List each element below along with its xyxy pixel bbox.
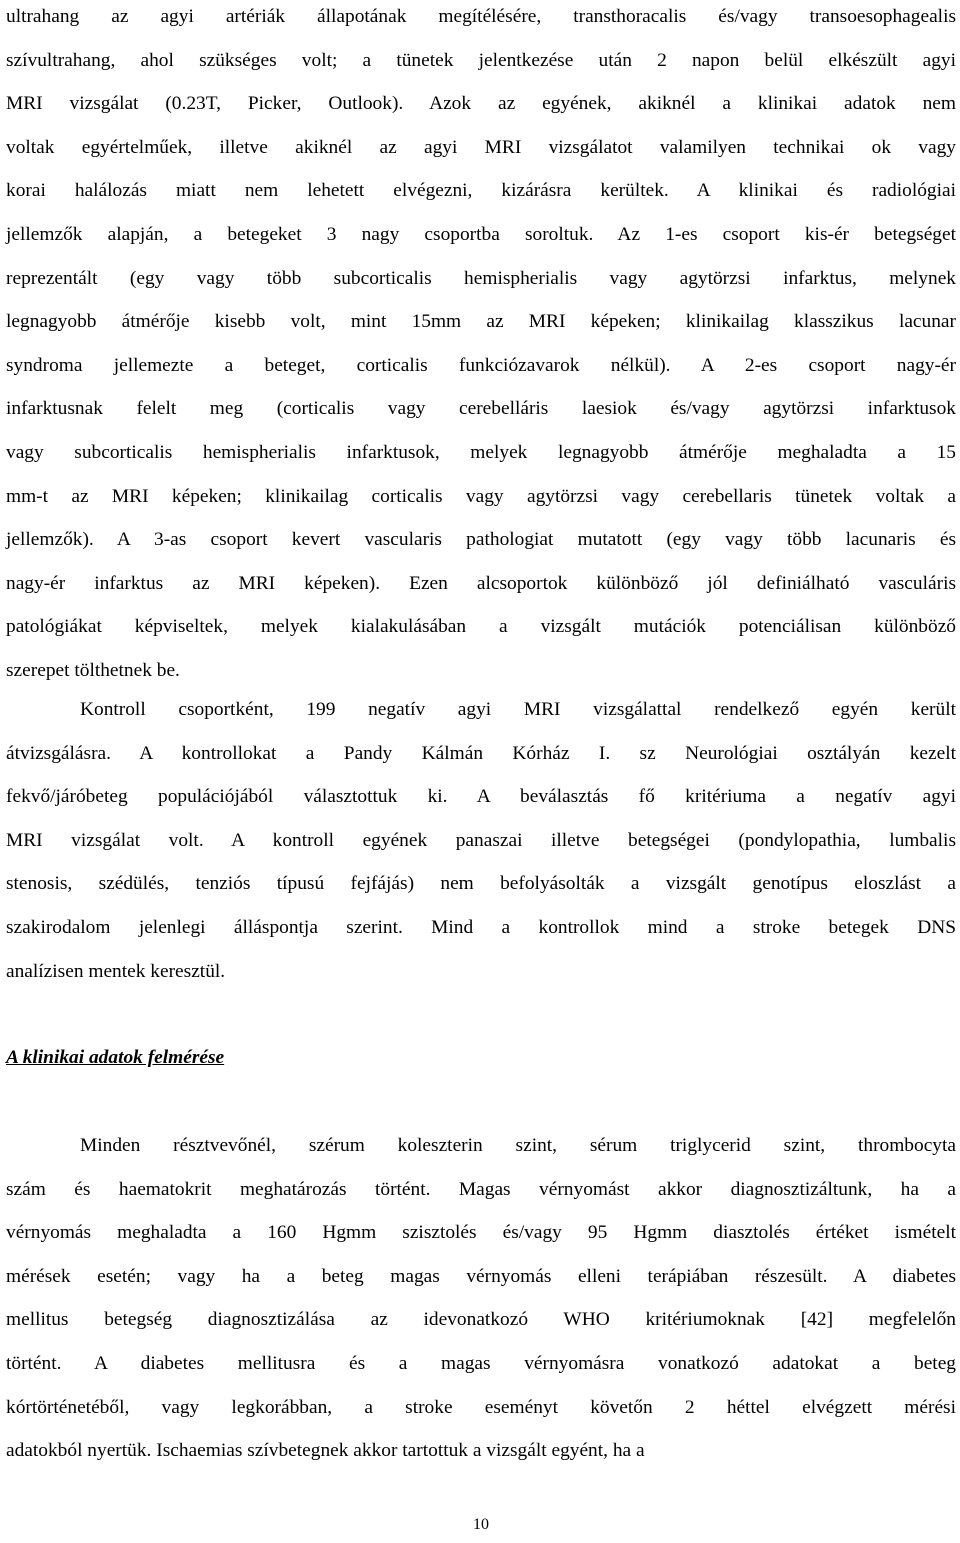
document-page [6, 0, 956, 1543]
text-line: patológiákat képviseltek, melyek kialakulásában a vizsgált mutációk potenciálisan különböző [6, 616, 956, 638]
text-line: MRI vizsgálat volt. A kontroll egyének panaszai illetve betegségei (pondylopathia, lumbalis [6, 829, 956, 851]
text-line: átvizsgálásra. A kontrollokat a Pandy Kálmán Kórház I. sz Neurológiai osztályán kezelt [6, 742, 956, 764]
text-line: mellitus betegség diagnosztizálása az idevonatkozó WHO kritériumoknak [42] megfelelőn [6, 1309, 956, 1331]
text-line: nagy-ér infarktus az MRI képeken). Ezen alcsoportok különböző jól definiálható vasculáris [6, 572, 956, 594]
text-line: syndroma jellemezte a beteget, corticalis funkciózavarok nélkül). A 2-es csoport nagy-ér [6, 354, 956, 376]
text-line: jellemzők alapján, a betegeket 3 nagy csoportba soroltuk. Az 1-es csoport kis-ér betegséget [6, 223, 956, 245]
text-line: szám és haematokrit meghatározás történt. Magas vérnyomást akkor diagnosztizáltunk, ha a [6, 1178, 956, 1200]
text-line: MRI vizsgálat (0.23T, Picker, Outlook). Azok az egyének, akiknél a klinikai adatok nem [6, 93, 956, 115]
text-line: voltak egyértelműek, illetve akiknél az agyi MRI vizsgálatot valamilyen technikai ok vagy [6, 136, 956, 158]
text-line: jellemzők). A 3-as csoport kevert vascularis pathologiat mutatott (egy vagy több lacunaris és [6, 529, 956, 551]
paragraph-control-group [6, 688, 956, 993]
text-line: mm-t az MRI képeken; klinikailag corticalis vagy agytörzsi vagy cerebellaris tünetek voltak a [6, 485, 956, 507]
text-line: stenosis, szédülés, tenziós típusú fejfájás) nem befolyásolták a vizsgált genotípus eloszlást a [6, 873, 956, 895]
text-line: infarktusnak felelt meg (corticalis vagy cerebelláris laesiok és/vagy agytörzsi infarktusok [6, 398, 956, 420]
text-line: analízisen mentek keresztül. [6, 960, 226, 982]
text-line: mérések esetén; vagy ha a beteg magas vérnyomás elleni terápiában részesült. A diabetes [6, 1265, 956, 1287]
text-line: vagy subcorticalis hemispherialis infarktusok, melyek legnagyobb átmérője meghaladta a 15 [6, 441, 956, 463]
text-line: történt. A diabetes mellitusra és a magas vérnyomásra vonatkozó adatokat a beteg [6, 1352, 956, 1374]
page-number: 10 [473, 1516, 489, 1533]
paragraph-clinical-data [6, 1124, 956, 1473]
text-line: korai halálozás miatt nem lehetett elvégezni, kizárásra kerültek. A klinikai és radiológiai [6, 180, 956, 202]
text-line: fekvő/járóbeteg populációjából választottuk ki. A beválasztás fő kritériuma a negatív agyi [6, 786, 956, 808]
paragraph-study-groups [6, 0, 956, 693]
section-heading: A klinikai adatok felmérése [6, 1047, 225, 1068]
text-line: legnagyobb átmérője kisebb volt, mint 15mm az MRI képeken; klinikailag klasszikus lacunar [6, 311, 956, 333]
text-line: ultrahang az agyi artériák állapotának megítélésére, transthoracalis és/vagy transoesophagealis [6, 6, 956, 27]
text-line: szívultrahang, ahol szükséges volt; a tünetek jelentkezése után 2 napon belül elkészült agyi [6, 49, 956, 71]
text-line: Minden résztvevőnél, szérum koleszterin szint, sérum triglycerid szint, thrombocyta [80, 1135, 956, 1156]
text-line: adatokból nyertük. Ischaemias szívbetegnek akkor tartottuk a vizsgált egyént, ha a [6, 1440, 645, 1462]
text-line: Kontroll csoportként, 199 negatív agyi MRI vizsgálattal rendelkező egyén került [80, 699, 956, 720]
text-line: kórtörténetéből, vagy legkorábban, a stroke eseményt követőn 2 héttel elvégzett mérési [6, 1396, 956, 1418]
text-line: szerepet tölthetnek be. [6, 659, 180, 681]
text-line: szakirodalom jelenlegi álláspontja szerint. Mind a kontrollok mind a stroke betegek DNS [6, 916, 956, 938]
text-line: reprezentált (egy vagy több subcorticalis hemispherialis vagy agytörzsi infarktus, melynek [6, 267, 956, 289]
text-line: vérnyomás meghaladta a 160 Hgmm szisztolés és/vagy 95 Hgmm diasztolés értéket ismételt [6, 1222, 956, 1244]
